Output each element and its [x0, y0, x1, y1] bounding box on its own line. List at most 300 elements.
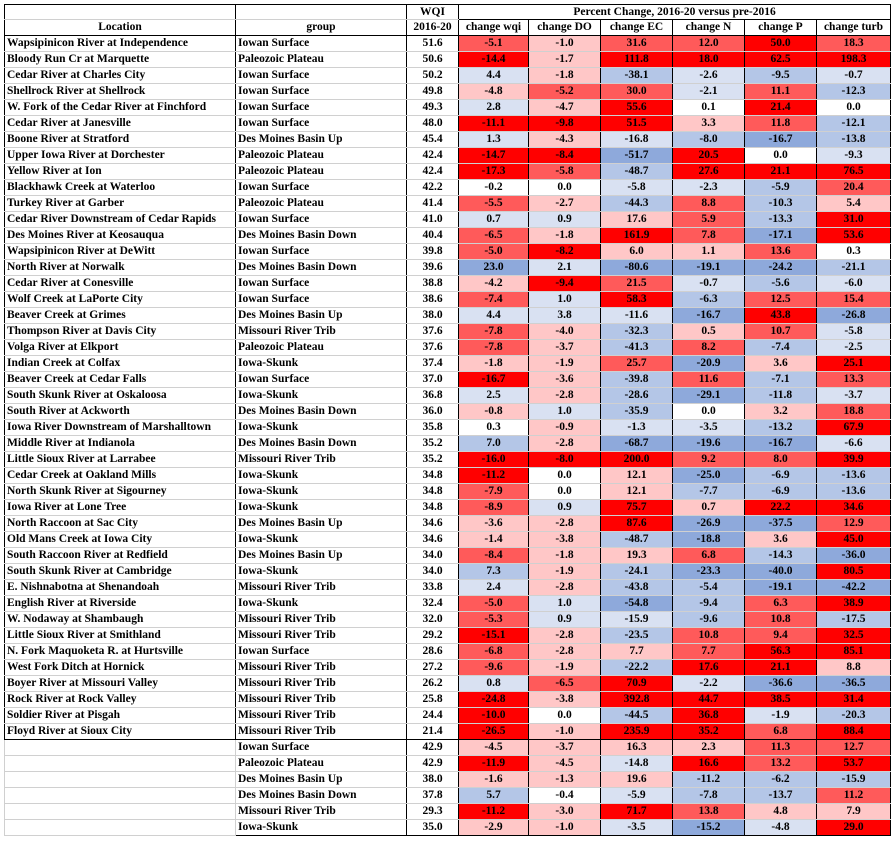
- change-wqi-cell[interactable]: -7.9: [459, 484, 529, 500]
- location-cell[interactable]: North Skunk River at Sigourney: [5, 484, 236, 500]
- change-ec-cell[interactable]: -43.8: [601, 580, 673, 596]
- wqi-cell[interactable]: 45.4: [407, 132, 459, 148]
- change-p-cell[interactable]: -5.6: [745, 276, 817, 292]
- change-do-cell[interactable]: -4.0: [529, 324, 601, 340]
- change-turb-cell[interactable]: -15.9: [817, 772, 891, 788]
- change-p-cell[interactable]: 11.3: [745, 740, 817, 756]
- change-ec-cell[interactable]: 392.8: [601, 692, 673, 708]
- change-n-cell[interactable]: -15.2: [673, 820, 745, 836]
- change-ec-cell[interactable]: 7.7: [601, 644, 673, 660]
- change-n-cell[interactable]: -5.4: [673, 580, 745, 596]
- change-p-cell[interactable]: 12.5: [745, 292, 817, 308]
- change-wqi-cell[interactable]: 0.8: [459, 676, 529, 692]
- change-ec-cell[interactable]: 71.7: [601, 804, 673, 820]
- change-wqi-cell[interactable]: -0.2: [459, 180, 529, 196]
- change-n-cell[interactable]: -2.1: [673, 84, 745, 100]
- change-wqi-cell[interactable]: 1.3: [459, 132, 529, 148]
- change-turb-cell[interactable]: 53.7: [817, 756, 891, 772]
- change-p-cell[interactable]: -17.1: [745, 228, 817, 244]
- change-do-cell[interactable]: 0.9: [529, 500, 601, 516]
- change-n-cell[interactable]: -6.3: [673, 292, 745, 308]
- change-wqi-cell[interactable]: -0.8: [459, 404, 529, 420]
- group-cell[interactable]: Iowan Surface: [236, 244, 407, 260]
- change-turb-cell[interactable]: -12.1: [817, 116, 891, 132]
- group-cell[interactable]: Paleozoic Plateau: [236, 756, 407, 772]
- change-ec-cell[interactable]: -35.9: [601, 404, 673, 420]
- change-n-cell[interactable]: -19.1: [673, 260, 745, 276]
- change-wqi-cell[interactable]: -16.0: [459, 452, 529, 468]
- change-n-cell[interactable]: 8.8: [673, 196, 745, 212]
- wqi-cell[interactable]: 24.4: [407, 708, 459, 724]
- change-ec-cell[interactable]: 161.9: [601, 228, 673, 244]
- change-ec-cell[interactable]: -68.7: [601, 436, 673, 452]
- change-p-cell[interactable]: 21.1: [745, 660, 817, 676]
- wqi-cell[interactable]: 42.9: [407, 756, 459, 772]
- group-cell[interactable]: Des Moines Basin Down: [236, 228, 407, 244]
- change-wqi-cell[interactable]: -16.7: [459, 372, 529, 388]
- change-ec-cell[interactable]: -24.1: [601, 564, 673, 580]
- change-ec-cell[interactable]: -41.3: [601, 340, 673, 356]
- change-ec-cell[interactable]: -44.5: [601, 708, 673, 724]
- header-group-top[interactable]: [236, 5, 407, 20]
- location-cell[interactable]: South Skunk River at Cambridge: [5, 564, 236, 580]
- wqi-cell[interactable]: 41.4: [407, 196, 459, 212]
- wqi-cell[interactable]: 25.8: [407, 692, 459, 708]
- change-n-cell[interactable]: -9.4: [673, 596, 745, 612]
- change-do-cell[interactable]: 0.9: [529, 612, 601, 628]
- change-do-cell[interactable]: -1.8: [529, 228, 601, 244]
- group-cell[interactable]: Missouri River Trib: [236, 324, 407, 340]
- group-cell[interactable]: Iowan Surface: [236, 100, 407, 116]
- group-cell[interactable]: Missouri River Trib: [236, 580, 407, 596]
- change-do-cell[interactable]: 3.8: [529, 308, 601, 324]
- change-n-cell[interactable]: -7.7: [673, 484, 745, 500]
- change-do-cell[interactable]: -1.0: [529, 724, 601, 740]
- change-ec-cell[interactable]: -51.7: [601, 148, 673, 164]
- change-ec-cell[interactable]: -48.7: [601, 164, 673, 180]
- change-n-cell[interactable]: -26.9: [673, 516, 745, 532]
- change-ec-cell[interactable]: -44.3: [601, 196, 673, 212]
- group-cell[interactable]: Iowan Surface: [236, 372, 407, 388]
- wqi-cell[interactable]: 42.2: [407, 180, 459, 196]
- header-location[interactable]: Location: [5, 20, 236, 36]
- change-n-cell[interactable]: 5.9: [673, 212, 745, 228]
- group-cell[interactable]: Missouri River Trib: [236, 628, 407, 644]
- group-cell[interactable]: Des Moines Basin Up: [236, 548, 407, 564]
- change-do-cell[interactable]: -5.2: [529, 84, 601, 100]
- empty-cell[interactable]: [5, 804, 236, 820]
- change-ec-cell[interactable]: -22.2: [601, 660, 673, 676]
- change-turb-cell[interactable]: -6.0: [817, 276, 891, 292]
- change-wqi-cell[interactable]: -3.6: [459, 516, 529, 532]
- change-turb-cell[interactable]: -13.8: [817, 132, 891, 148]
- location-cell[interactable]: Des Moines River at Keosauqua: [5, 228, 236, 244]
- change-p-cell[interactable]: -13.3: [745, 212, 817, 228]
- change-n-cell[interactable]: 1.1: [673, 244, 745, 260]
- change-wqi-cell[interactable]: 0.7: [459, 212, 529, 228]
- location-cell[interactable]: Wolf Creek at LaPorte City: [5, 292, 236, 308]
- change-p-cell[interactable]: 22.2: [745, 500, 817, 516]
- change-wqi-cell[interactable]: 4.4: [459, 308, 529, 324]
- change-ec-cell[interactable]: -11.6: [601, 308, 673, 324]
- change-turb-cell[interactable]: 15.4: [817, 292, 891, 308]
- group-cell[interactable]: Iowan Surface: [236, 68, 407, 84]
- change-turb-cell[interactable]: -13.6: [817, 484, 891, 500]
- change-turb-cell[interactable]: 0.0: [817, 100, 891, 116]
- change-n-cell[interactable]: 7.7: [673, 644, 745, 660]
- location-cell[interactable]: Volga River at Elkport: [5, 340, 236, 356]
- group-cell[interactable]: Iowa-Skunk: [236, 500, 407, 516]
- wqi-cell[interactable]: 36.8: [407, 388, 459, 404]
- change-p-cell[interactable]: -14.3: [745, 548, 817, 564]
- change-p-cell[interactable]: 13.2: [745, 756, 817, 772]
- change-do-cell[interactable]: -9.8: [529, 116, 601, 132]
- change-p-cell[interactable]: 3.2: [745, 404, 817, 420]
- location-cell[interactable]: Little Sioux River at Larrabee: [5, 452, 236, 468]
- change-do-cell[interactable]: -8.2: [529, 244, 601, 260]
- wqi-cell[interactable]: 26.2: [407, 676, 459, 692]
- change-n-cell[interactable]: -8.0: [673, 132, 745, 148]
- change-turb-cell[interactable]: 34.6: [817, 500, 891, 516]
- change-p-cell[interactable]: -16.7: [745, 436, 817, 452]
- change-p-cell[interactable]: -13.2: [745, 420, 817, 436]
- change-wqi-cell[interactable]: -1.8: [459, 356, 529, 372]
- location-cell[interactable]: South River at Ackworth: [5, 404, 236, 420]
- wqi-cell[interactable]: 38.0: [407, 308, 459, 324]
- change-ec-cell[interactable]: 235.9: [601, 724, 673, 740]
- change-ec-cell[interactable]: -23.5: [601, 628, 673, 644]
- location-cell[interactable]: Upper Iowa River at Dorchester: [5, 148, 236, 164]
- change-ec-cell[interactable]: -16.8: [601, 132, 673, 148]
- change-do-cell[interactable]: -1.7: [529, 52, 601, 68]
- change-ec-cell[interactable]: -5.8: [601, 180, 673, 196]
- change-do-cell[interactable]: 1.0: [529, 404, 601, 420]
- change-do-cell[interactable]: -3.8: [529, 532, 601, 548]
- change-wqi-cell[interactable]: -11.1: [459, 116, 529, 132]
- group-cell[interactable]: Des Moines Basin Down: [236, 436, 407, 452]
- change-turb-cell[interactable]: 8.8: [817, 660, 891, 676]
- change-turb-cell[interactable]: -20.3: [817, 708, 891, 724]
- change-wqi-cell[interactable]: 7.0: [459, 436, 529, 452]
- header-percent-change[interactable]: Percent Change, 2016-20 versus pre-2016: [459, 5, 891, 20]
- group-cell[interactable]: Iowan Surface: [236, 212, 407, 228]
- change-p-cell[interactable]: 3.6: [745, 532, 817, 548]
- empty-cell[interactable]: [5, 788, 236, 804]
- group-cell[interactable]: Des Moines Basin Up: [236, 308, 407, 324]
- change-p-cell[interactable]: -5.9: [745, 180, 817, 196]
- group-cell[interactable]: Paleozoic Plateau: [236, 148, 407, 164]
- change-wqi-cell[interactable]: 5.7: [459, 788, 529, 804]
- group-cell[interactable]: Iowa-Skunk: [236, 468, 407, 484]
- change-p-cell[interactable]: 0.0: [745, 148, 817, 164]
- group-cell[interactable]: Des Moines Basin Down: [236, 404, 407, 420]
- wqi-cell[interactable]: 38.0: [407, 772, 459, 788]
- change-wqi-cell[interactable]: -11.9: [459, 756, 529, 772]
- group-cell[interactable]: Iowa-Skunk: [236, 564, 407, 580]
- wqi-cell[interactable]: 28.6: [407, 644, 459, 660]
- change-wqi-cell[interactable]: -14.7: [459, 148, 529, 164]
- change-turb-cell[interactable]: -21.1: [817, 260, 891, 276]
- change-do-cell[interactable]: 0.0: [529, 708, 601, 724]
- change-do-cell[interactable]: -5.8: [529, 164, 601, 180]
- wqi-cell[interactable]: 34.0: [407, 548, 459, 564]
- change-wqi-cell[interactable]: -1.4: [459, 532, 529, 548]
- group-cell[interactable]: Iowan Surface: [236, 180, 407, 196]
- change-turb-cell[interactable]: 198.3: [817, 52, 891, 68]
- wqi-cell[interactable]: 40.4: [407, 228, 459, 244]
- change-ec-cell[interactable]: 16.3: [601, 740, 673, 756]
- change-wqi-cell[interactable]: 2.5: [459, 388, 529, 404]
- group-cell[interactable]: Paleozoic Plateau: [236, 340, 407, 356]
- change-n-cell[interactable]: -2.2: [673, 676, 745, 692]
- wqi-cell[interactable]: 34.6: [407, 516, 459, 532]
- change-turb-cell[interactable]: -3.7: [817, 388, 891, 404]
- change-do-cell[interactable]: -1.3: [529, 772, 601, 788]
- change-do-cell[interactable]: -3.7: [529, 340, 601, 356]
- change-wqi-cell[interactable]: -2.9: [459, 820, 529, 836]
- change-ec-cell[interactable]: -28.6: [601, 388, 673, 404]
- wqi-cell[interactable]: 34.8: [407, 468, 459, 484]
- change-p-cell[interactable]: 50.0: [745, 36, 817, 52]
- change-ec-cell[interactable]: 25.7: [601, 356, 673, 372]
- change-p-cell[interactable]: -10.3: [745, 196, 817, 212]
- change-wqi-cell[interactable]: -7.4: [459, 292, 529, 308]
- change-ec-cell[interactable]: 12.1: [601, 484, 673, 500]
- change-p-cell[interactable]: 9.4: [745, 628, 817, 644]
- change-do-cell[interactable]: -1.9: [529, 356, 601, 372]
- change-turb-cell[interactable]: -13.6: [817, 468, 891, 484]
- change-do-cell[interactable]: -2.7: [529, 196, 601, 212]
- group-cell[interactable]: Iowan Surface: [236, 36, 407, 52]
- change-do-cell[interactable]: -8.0: [529, 452, 601, 468]
- location-cell[interactable]: W. Fork of the Cedar River at Finchford: [5, 100, 236, 116]
- change-wqi-cell[interactable]: -11.2: [459, 468, 529, 484]
- change-turb-cell[interactable]: 12.7: [817, 740, 891, 756]
- group-cell[interactable]: Des Moines Basin Down: [236, 260, 407, 276]
- change-turb-cell[interactable]: -36.5: [817, 676, 891, 692]
- wqi-cell[interactable]: 33.8: [407, 580, 459, 596]
- group-cell[interactable]: Iowa-Skunk: [236, 420, 407, 436]
- group-cell[interactable]: Des Moines Basin Up: [236, 516, 407, 532]
- change-turb-cell[interactable]: 45.0: [817, 532, 891, 548]
- change-ec-cell[interactable]: -54.8: [601, 596, 673, 612]
- change-wqi-cell[interactable]: -5.3: [459, 612, 529, 628]
- change-p-cell[interactable]: 11.1: [745, 84, 817, 100]
- change-wqi-cell[interactable]: 4.4: [459, 68, 529, 84]
- wqi-cell[interactable]: 29.2: [407, 628, 459, 644]
- wqi-cell[interactable]: 34.0: [407, 564, 459, 580]
- wqi-cell[interactable]: 49.3: [407, 100, 459, 116]
- change-ec-cell[interactable]: -38.1: [601, 68, 673, 84]
- location-cell[interactable]: Thompson River at Davis City: [5, 324, 236, 340]
- location-cell[interactable]: Wapsipinicon River at Independence: [5, 36, 236, 52]
- change-do-cell[interactable]: -1.9: [529, 564, 601, 580]
- change-turb-cell[interactable]: -12.3: [817, 84, 891, 100]
- change-turb-cell[interactable]: 0.3: [817, 244, 891, 260]
- change-wqi-cell[interactable]: -1.6: [459, 772, 529, 788]
- change-n-cell[interactable]: 9.2: [673, 452, 745, 468]
- wqi-cell[interactable]: 41.0: [407, 212, 459, 228]
- change-turb-cell[interactable]: 13.3: [817, 372, 891, 388]
- change-p-cell[interactable]: -36.6: [745, 676, 817, 692]
- change-turb-cell[interactable]: 32.5: [817, 628, 891, 644]
- location-cell[interactable]: North River at Norwalk: [5, 260, 236, 276]
- group-cell[interactable]: Missouri River Trib: [236, 804, 407, 820]
- wqi-cell[interactable]: 34.8: [407, 484, 459, 500]
- group-cell[interactable]: Iowan Surface: [236, 740, 407, 756]
- change-do-cell[interactable]: -4.3: [529, 132, 601, 148]
- change-wqi-cell[interactable]: -4.5: [459, 740, 529, 756]
- change-do-cell[interactable]: -1.9: [529, 660, 601, 676]
- wqi-cell[interactable]: 39.6: [407, 260, 459, 276]
- wqi-cell[interactable]: 29.3: [407, 804, 459, 820]
- change-n-cell[interactable]: 0.5: [673, 324, 745, 340]
- change-n-cell[interactable]: 8.2: [673, 340, 745, 356]
- location-cell[interactable]: Boone River at Stratford: [5, 132, 236, 148]
- empty-cell[interactable]: [5, 740, 236, 756]
- empty-cell[interactable]: [5, 820, 236, 836]
- location-cell[interactable]: Soldier River at Pisgah: [5, 708, 236, 724]
- change-ec-cell[interactable]: 12.1: [601, 468, 673, 484]
- change-turb-cell[interactable]: 80.5: [817, 564, 891, 580]
- location-cell[interactable]: Cedar River at Janesville: [5, 116, 236, 132]
- header-wqi[interactable]: 2016-20: [407, 20, 459, 36]
- change-p-cell[interactable]: 21.1: [745, 164, 817, 180]
- change-wqi-cell[interactable]: -7.8: [459, 324, 529, 340]
- change-ec-cell[interactable]: -15.9: [601, 612, 673, 628]
- change-ec-cell[interactable]: -1.3: [601, 420, 673, 436]
- location-cell[interactable]: Cedar Creek at Oakland Mills: [5, 468, 236, 484]
- change-ec-cell[interactable]: -3.5: [601, 820, 673, 836]
- group-cell[interactable]: Missouri River Trib: [236, 692, 407, 708]
- change-do-cell[interactable]: -8.4: [529, 148, 601, 164]
- empty-cell[interactable]: [5, 756, 236, 772]
- change-p-cell[interactable]: -4.8: [745, 820, 817, 836]
- wqi-cell[interactable]: 48.0: [407, 116, 459, 132]
- wqi-cell[interactable]: 35.2: [407, 436, 459, 452]
- change-do-cell[interactable]: -0.4: [529, 788, 601, 804]
- change-n-cell[interactable]: -2.6: [673, 68, 745, 84]
- location-cell[interactable]: W. Nodaway at Shambaugh: [5, 612, 236, 628]
- change-turb-cell[interactable]: 76.5: [817, 164, 891, 180]
- change-wqi-cell[interactable]: -8.4: [459, 548, 529, 564]
- group-cell[interactable]: Missouri River Trib: [236, 724, 407, 740]
- location-cell[interactable]: Cedar River at Conesville: [5, 276, 236, 292]
- location-cell[interactable]: South Raccoon River at Redfield: [5, 548, 236, 564]
- wqi-cell[interactable]: 37.0: [407, 372, 459, 388]
- change-n-cell[interactable]: 0.1: [673, 100, 745, 116]
- wqi-cell[interactable]: 50.6: [407, 52, 459, 68]
- location-cell[interactable]: Indian Creek at Colfax: [5, 356, 236, 372]
- change-p-cell[interactable]: -11.8: [745, 388, 817, 404]
- group-cell[interactable]: Missouri River Trib: [236, 676, 407, 692]
- location-cell[interactable]: Beaver Creek at Cedar Falls: [5, 372, 236, 388]
- change-wqi-cell[interactable]: 7.3: [459, 564, 529, 580]
- group-cell[interactable]: Iowa-Skunk: [236, 484, 407, 500]
- change-p-cell[interactable]: 6.3: [745, 596, 817, 612]
- change-do-cell[interactable]: -3.0: [529, 804, 601, 820]
- change-do-cell[interactable]: -2.8: [529, 628, 601, 644]
- change-do-cell[interactable]: 0.0: [529, 180, 601, 196]
- group-cell[interactable]: Iowa-Skunk: [236, 388, 407, 404]
- location-cell[interactable]: West Fork Ditch at Hornick: [5, 660, 236, 676]
- location-cell[interactable]: Cedar River at Charles City: [5, 68, 236, 84]
- header-change-do[interactable]: change DO: [529, 20, 601, 36]
- change-turb-cell[interactable]: 53.6: [817, 228, 891, 244]
- change-wqi-cell[interactable]: -17.3: [459, 164, 529, 180]
- change-p-cell[interactable]: 21.4: [745, 100, 817, 116]
- group-cell[interactable]: Missouri River Trib: [236, 708, 407, 724]
- change-turb-cell[interactable]: 20.4: [817, 180, 891, 196]
- change-p-cell[interactable]: -19.1: [745, 580, 817, 596]
- group-cell[interactable]: Iowan Surface: [236, 292, 407, 308]
- wqi-cell[interactable]: 39.8: [407, 244, 459, 260]
- change-turb-cell[interactable]: -5.8: [817, 324, 891, 340]
- wqi-cell[interactable]: 42.9: [407, 740, 459, 756]
- location-cell[interactable]: Boyer River at Missouri Valley: [5, 676, 236, 692]
- change-n-cell[interactable]: -2.3: [673, 180, 745, 196]
- change-turb-cell[interactable]: 88.4: [817, 724, 891, 740]
- change-p-cell[interactable]: 4.8: [745, 804, 817, 820]
- change-ec-cell[interactable]: -39.8: [601, 372, 673, 388]
- change-wqi-cell[interactable]: 2.8: [459, 100, 529, 116]
- change-wqi-cell[interactable]: -5.5: [459, 196, 529, 212]
- change-do-cell[interactable]: -4.5: [529, 756, 601, 772]
- change-n-cell[interactable]: 35.2: [673, 724, 745, 740]
- header-group[interactable]: group: [236, 20, 407, 36]
- change-n-cell[interactable]: -7.8: [673, 788, 745, 804]
- change-do-cell[interactable]: -6.5: [529, 676, 601, 692]
- location-cell[interactable]: Cedar River Downstream of Cedar Rapids: [5, 212, 236, 228]
- change-ec-cell[interactable]: 30.0: [601, 84, 673, 100]
- change-do-cell[interactable]: -2.8: [529, 388, 601, 404]
- change-n-cell[interactable]: 11.6: [673, 372, 745, 388]
- change-wqi-cell[interactable]: 0.3: [459, 420, 529, 436]
- group-cell[interactable]: Iowa-Skunk: [236, 596, 407, 612]
- change-n-cell[interactable]: 0.0: [673, 404, 745, 420]
- change-n-cell[interactable]: 7.8: [673, 228, 745, 244]
- change-ec-cell[interactable]: 111.8: [601, 52, 673, 68]
- change-do-cell[interactable]: -3.6: [529, 372, 601, 388]
- empty-cell[interactable]: [5, 772, 236, 788]
- group-cell[interactable]: Des Moines Basin Down: [236, 788, 407, 804]
- change-n-cell[interactable]: -19.6: [673, 436, 745, 452]
- wqi-cell[interactable]: 37.6: [407, 324, 459, 340]
- change-turb-cell[interactable]: -6.6: [817, 436, 891, 452]
- group-cell[interactable]: Iowa-Skunk: [236, 820, 407, 836]
- change-p-cell[interactable]: -40.0: [745, 564, 817, 580]
- change-n-cell[interactable]: 20.5: [673, 148, 745, 164]
- location-cell[interactable]: English River at Riverside: [5, 596, 236, 612]
- change-n-cell[interactable]: -18.8: [673, 532, 745, 548]
- change-turb-cell[interactable]: 18.8: [817, 404, 891, 420]
- change-do-cell[interactable]: -4.7: [529, 100, 601, 116]
- change-ec-cell[interactable]: 21.5: [601, 276, 673, 292]
- change-p-cell[interactable]: -6.2: [745, 772, 817, 788]
- location-cell[interactable]: South Skunk River at Oskaloosa: [5, 388, 236, 404]
- change-turb-cell[interactable]: 29.0: [817, 820, 891, 836]
- change-turb-cell[interactable]: -42.2: [817, 580, 891, 596]
- change-turb-cell[interactable]: -17.5: [817, 612, 891, 628]
- change-ec-cell[interactable]: -48.7: [601, 532, 673, 548]
- group-cell[interactable]: Iowa-Skunk: [236, 532, 407, 548]
- wqi-cell[interactable]: 38.8: [407, 276, 459, 292]
- change-n-cell[interactable]: 12.0: [673, 36, 745, 52]
- change-p-cell[interactable]: -16.7: [745, 132, 817, 148]
- change-p-cell[interactable]: 43.8: [745, 308, 817, 324]
- header-wqi-top[interactable]: WQI: [407, 5, 459, 20]
- change-p-cell[interactable]: 11.8: [745, 116, 817, 132]
